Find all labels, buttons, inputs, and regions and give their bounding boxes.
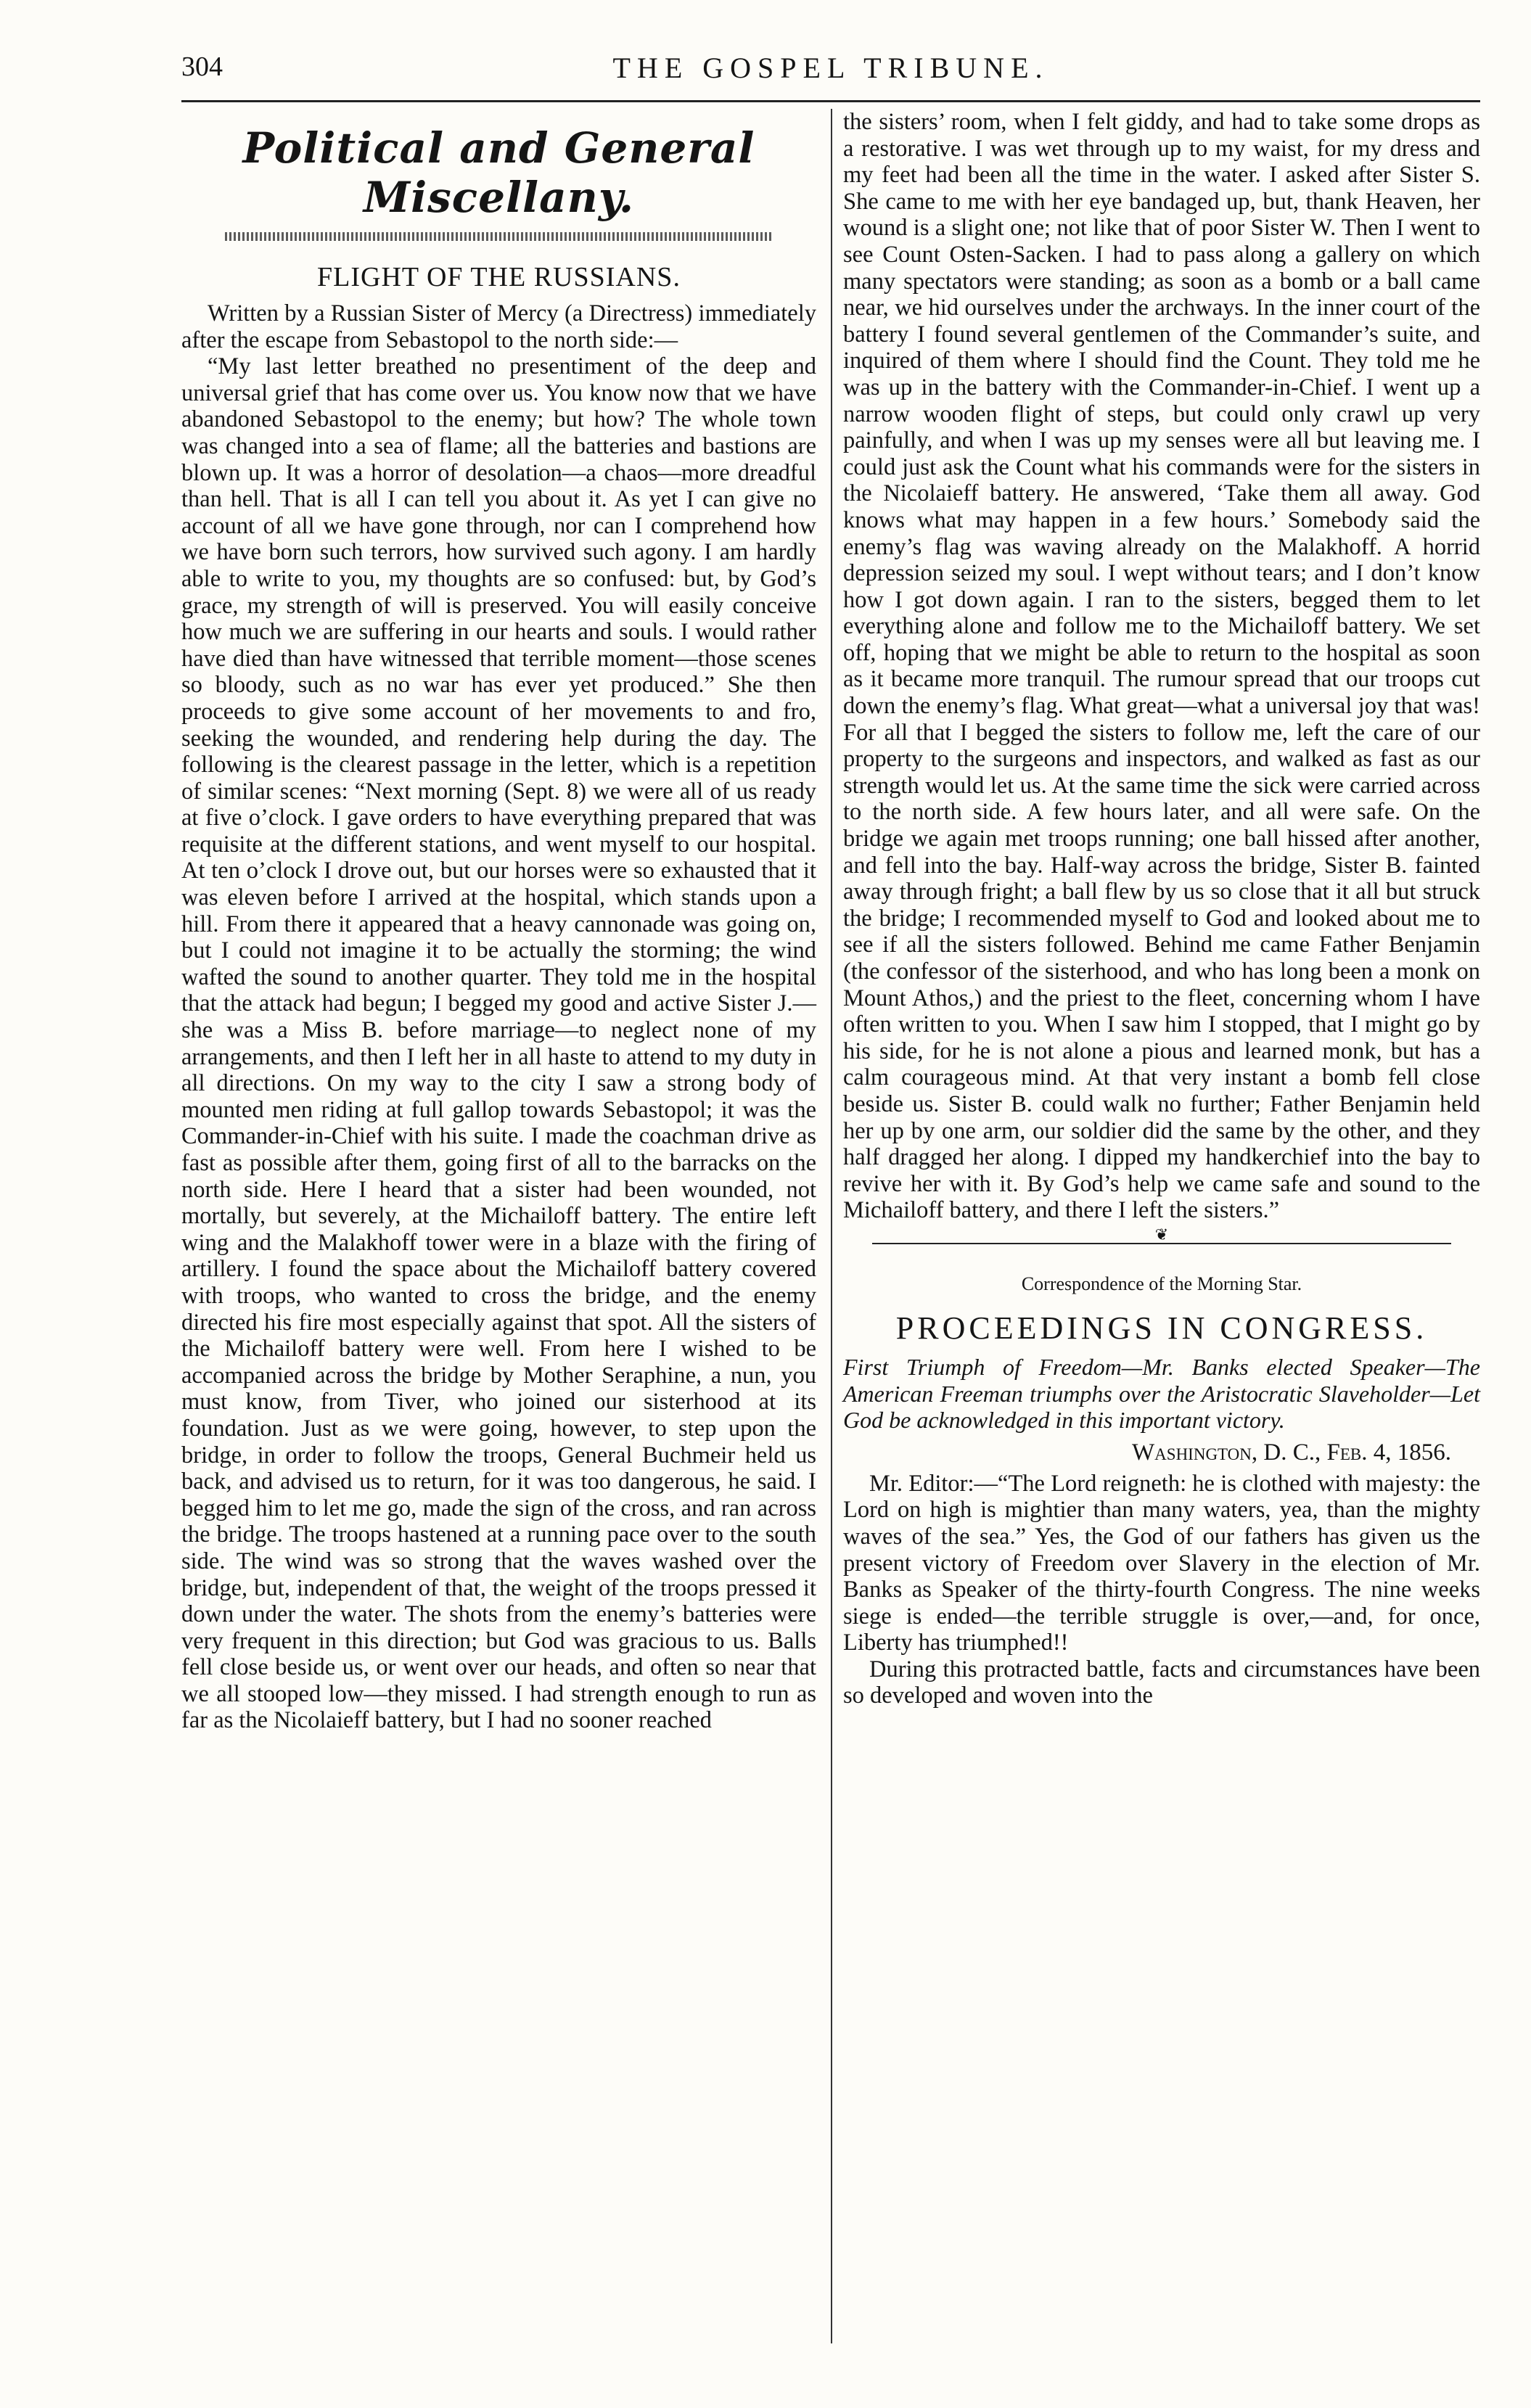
article-title-russians: FLIGHT OF THE RUSSIANS. xyxy=(317,262,681,292)
closing-paragraph: During this protracted battle, facts and circumstances have been so developed and woven into the xyxy=(843,1656,1480,1709)
header-rule xyxy=(181,100,1480,102)
article-divider xyxy=(872,1225,1451,1252)
ornament-icon: ❦ xyxy=(1154,1225,1169,1244)
running-header xyxy=(181,51,1480,94)
article-subtitle: First Triumph of Freedom—Mr. Banks elected Speaker—The American Freeman triumphs over the Aristocratic Slaveholder—Let God be acknowledged in this important victory. xyxy=(843,1353,1480,1434)
article-title-congress: PROCEEDINGS IN CONGRESS. xyxy=(895,1310,1428,1346)
journal-title: THE GOSPEL TRIBUNE. xyxy=(612,52,1049,84)
correspondence-credit: Correspondence of the Morning Star. xyxy=(1021,1273,1302,1294)
column-rule xyxy=(831,109,832,2343)
dateline: Washington, D. C., Feb. 4, 1856. xyxy=(1132,1439,1451,1466)
wavy-rule xyxy=(225,232,773,241)
letter-paragraph: “My last letter breathed no presentiment of the deep and universal grief that has come over us. You know now that we have abandoned Sebastopol to the enemy; but how? The whole town was changed into a sea of flame; all the batteries and bastions are blown up. It was a horror of desolation—a chaos—more dreadful than hell. That is all I can tell you about it. As yet I can give no account of all we have gone through, nor can I comprehend how we have born such terrors, how survived such agony. I am hardly able to write to you, my thoughts are so confused: but, by God’s grace, my strength of will is preserved. You will easily conceive how much we are suffering in our hearts and souls. I would rather have died than have witnessed that terrible moment—those scenes so bloody, such as no war has ever yet produced.” She then proceeds to give some account of her movements to and fro, seeking the wounded, and rendering help during the day. The following is the clearest passage in the letter, which is a repetition of similar scenes: “Next morning (Sept. 8) we were all of us ready at five o’clock. I gave orders to have everything prepared that was requisite at the different stations, and went myself to our hospital. At ten o’clock I drove out, but our horses were so exhausted that it was eleven before I arrived at the hospital, which stands upon a hill. From there it appeared that a heavy cannonade was going on, but I could not imagine it to be actually the storming; the wind wafted the sound to another quarter. They told me in the hospital that the attack had begun; I begged my good and active Sister J.—she was a Miss B. before marriage—to neglect none of my arrangements, and then I left her in all haste to attend to my duty in all directions. On my way to the city I saw a strong body of mounted men riding at full gallop towards Sebastopol; it was the Commander-in-Chief with his suite. I made the coachman drive as fast as possible after them, going first of all to the barracks on the north side. Here I heard that a sister had been wounded, not mortally, but severely, at the Michailoff battery. The entire left wing and the Malakhoff tower were in a blaze with the firing of artillery. I found the space about the Michailoff battery covered with troops, who wanted to cross the bridge, and the enemy directed his fire most especially against that spot. All the sisters of the Michailoff battery were well. From here I wished to be accompanied across the bridge by Mother Seraphine, a nun, you must know, from Tiver, who joined our sisterhood at its foundation. Just as we were going, however, to step upon the bridge, in order to follow the troops, General Buchmeir held us back, and advised us to return, for it was too dangerous, he said. I begged him to let me go, made the sign of the cross, and ran across the bridge. The troops hastened at a running pace over to the south side. The wind was so strong that the waves washed over the bridge, but, independent of that, the weight of the troops pressed it down under the water. The shots from the enemy’s batteries were very frequent in this direction; but God was gracious to us. Balls fell close beside us, or went over our heads, and often so near that we all stooped low—they missed. I had strength enough to run as far as the Nicolaieff battery, but I had no sooner reached xyxy=(181,353,816,1734)
editor-paragraph: Mr. Editor:—“The Lord reigneth: he is clothed with majesty: the Lord on high is mightier than many waters, yea, than the mighty waves of the sea.” Yes, the God of our fathers has given us the present victory of Freedom over Slavery in the election of Mr. Banks as Speaker of the thirty-fourth Congress. The nine weeks siege is ended—the terrible struggle is over,—and, for once, Liberty has triumphed!! xyxy=(843,1470,1480,1656)
right-column xyxy=(843,109,1480,1709)
section-title: Political and General Miscellany. xyxy=(242,123,755,222)
intro-paragraph: Written by a Russian Sister of Mercy (a Directress) immediately after the escape from Sebastopol to the north side:— xyxy=(181,300,816,353)
left-column xyxy=(181,123,816,1734)
page-number: 304 xyxy=(181,52,223,82)
letter-continuation: the sisters’ room, when I felt giddy, and had to take some drops as a restorative. I was wet through up to my waist, for my dress and my feet had been all the time in the water. I asked after Sister S. She came to me with her eye bandaged up, but, thank Heaven, her wound is a slight one; not like that of poor Sister W. Then I went to see Count Osten-Sacken. I had to pass along a gallery on which many spectators were standing; as soon as a bomb or a ball came near, we hid ourselves under the archways. In the inner court of the battery I found several gentlemen of the Commander’s suite, and inquired of them where I should find the Count. They told me he was up in the battery with the Commander-in-Chief. I went up a narrow wooden flight of steps, but could only crawl up very painfully, and when I was up my senses were all but leaving me. I could just ask the Count what his commands were for the sisters in the Nicolaieff battery. He answered, ‘Take them all away. God knows what may happen in a few hours.’ Somebody said the enemy’s flag was waving already on the Malakhoff. A horrid depression seized my soul. I wept without tears; and I don’t know how I got down again. I ran to the sisters, begged them to let everything alone and follow me to the Michailoff battery. We set off, hoping that we might be able to return to the hospital as soon as it became more tranquil. The rumour spread that our troops cut down the enemy’s flag. What great—what a universal joy that was! For all that I begged the sisters to follow me, left the care of our property to the surgeons and inspectors, and walked as fast as our strength would let us. At the same time the sick were carried across to the north side. A few hours later, and all were safe. On the bridge we again met troops running; one ball hissed after another, and fell into the bay. Half-way across the bridge, Sister B. fainted away through fright; a ball flew by us so close that it all but struck the bridge; I recommended myself to God and looked about me to see if all the sisters followed. Behind me came Father Benjamin (the confessor of the sisterhood, and who has long been a monk on Mount Athos,) and the priest to the fleet, concerning whom I have often written to you. When I saw him I stopped, that I might go by his side, for he is not alone a pious and learned monk, but has a calm courageous mind. At that very instant a bomb fell close beside us. Sister B. could walk no further; Father Benjamin held her up by one arm, our soldier did the same by the other, and they half dragged her along. I dipped my handkerchief into the bay to revive her with it. By God’s help we came safe and sound to the Michailoff battery, and there I left the sisters.” xyxy=(843,109,1480,1224)
